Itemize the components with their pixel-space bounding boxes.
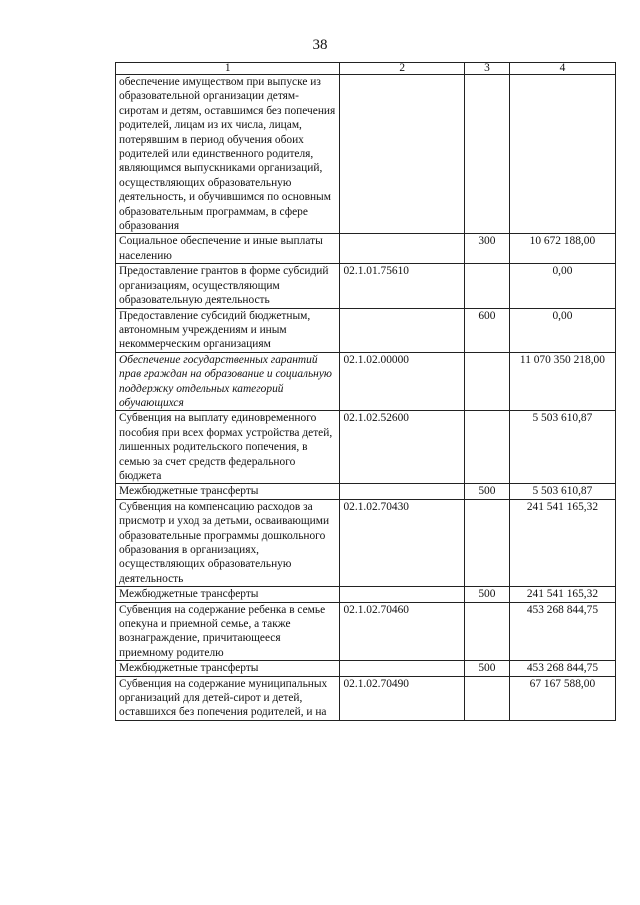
row-name: Межбюджетные трансферты [116,484,340,499]
row-amount: 453 268 844,75 [509,661,615,676]
row-amount: 11 070 350 218,00 [509,352,615,411]
row-name: Субвенция на содержание ребенка в семье опекуна и приемной семье, а также вознаграждение, причитающееся приемному родителю [116,602,340,661]
row-amount: 0,00 [509,308,615,352]
row-code [340,484,464,499]
row-name: Межбюджетные трансферты [116,587,340,602]
row-kvr [464,352,509,411]
row-amount: 241 541 165,32 [509,587,615,602]
row-amount: 0,00 [509,264,615,308]
row-code: 02.1.02.70490 [340,676,464,720]
row-kvr [464,264,509,308]
row-amount: 5 503 610,87 [509,411,615,484]
row-code: 02.1.02.00000 [340,352,464,411]
header-row [116,63,616,75]
row-kvr [464,676,509,720]
column-header-4: 4 [509,63,615,75]
row-amount: 453 268 844,75 [509,602,615,661]
row-name: Субвенция на выплату единовременного пособия при всех формах устройства детей, лишенных родительского попечения, в семью за счет средств федерального бюджета [116,411,340,484]
table-row [116,499,616,586]
row-amount: 67 167 588,00 [509,676,615,720]
row-kvr: 600 [464,308,509,352]
row-code [340,308,464,352]
row-name: Предоставление грантов в форме субсидий организациям, осуществляющим образовательную деятельность [116,264,340,308]
table-row [116,308,616,352]
row-kvr [464,411,509,484]
row-kvr: 500 [464,484,509,499]
row-name: Субвенция на содержание муниципальных организаций для детей-сирот и детей, оставшихся без попечения родителей, и на [116,676,340,720]
row-code [340,234,464,264]
table-row [116,234,616,264]
table-body [116,75,616,721]
row-name: Предоставление субсидий бюджетным, автономным учреждениям и иным некоммерческим организациям [116,308,340,352]
table-row [116,676,616,720]
column-header-1: 1 [116,63,340,75]
row-name: Межбюджетные трансферты [116,661,340,676]
table-row [116,661,616,676]
row-code [340,661,464,676]
row-name: Субвенция на компенсацию расходов за присмотр и уход за детьми, осваивающими образовательные программы дошкольного образования в организациях, осуществляющих образовательную деятельность [116,499,340,586]
row-name: Социальное обеспечение и иные выплаты населению [116,234,340,264]
row-code: 02.1.02.70430 [340,499,464,586]
row-code [340,75,464,234]
page-number: 38 [312,37,328,53]
table-row [116,264,616,308]
row-kvr [464,499,509,586]
table-row [116,602,616,661]
budget-table [115,62,616,721]
row-code: 02.1.01.75610 [340,264,464,308]
row-amount: 10 672 188,00 [509,234,615,264]
column-header-3: 3 [464,63,509,75]
row-kvr: 300 [464,234,509,264]
row-code [340,587,464,602]
row-kvr: 500 [464,587,509,602]
row-kvr [464,75,509,234]
column-header-2: 2 [340,63,464,75]
row-amount: 5 503 610,87 [509,484,615,499]
table-row [116,484,616,499]
row-code: 02.1.02.52600 [340,411,464,484]
row-code: 02.1.02.70460 [340,602,464,661]
row-amount: 241 541 165,32 [509,499,615,586]
row-amount [509,75,615,234]
row-name: обеспечение имуществом при выпуске из образовательной организации детям-сиротам и детям, оставшимся без попечения родителей, лицам из их числа, лицам, потерявшим в период обучения обоих родителей или единственного родителя, являющимся выпускниками организаций, осуществляющих образовательную деятельность, и обучившимся по основным образовательным программам, в сфере образования [116,75,340,234]
table-row [116,352,616,411]
table-row [116,411,616,484]
row-kvr: 500 [464,661,509,676]
row-kvr [464,602,509,661]
table-row [116,587,616,602]
row-name: Обеспечение государственных гарантий прав граждан на образование и социальную поддержку отдельных категорий обучающихся [116,352,340,411]
table-row [116,75,616,234]
